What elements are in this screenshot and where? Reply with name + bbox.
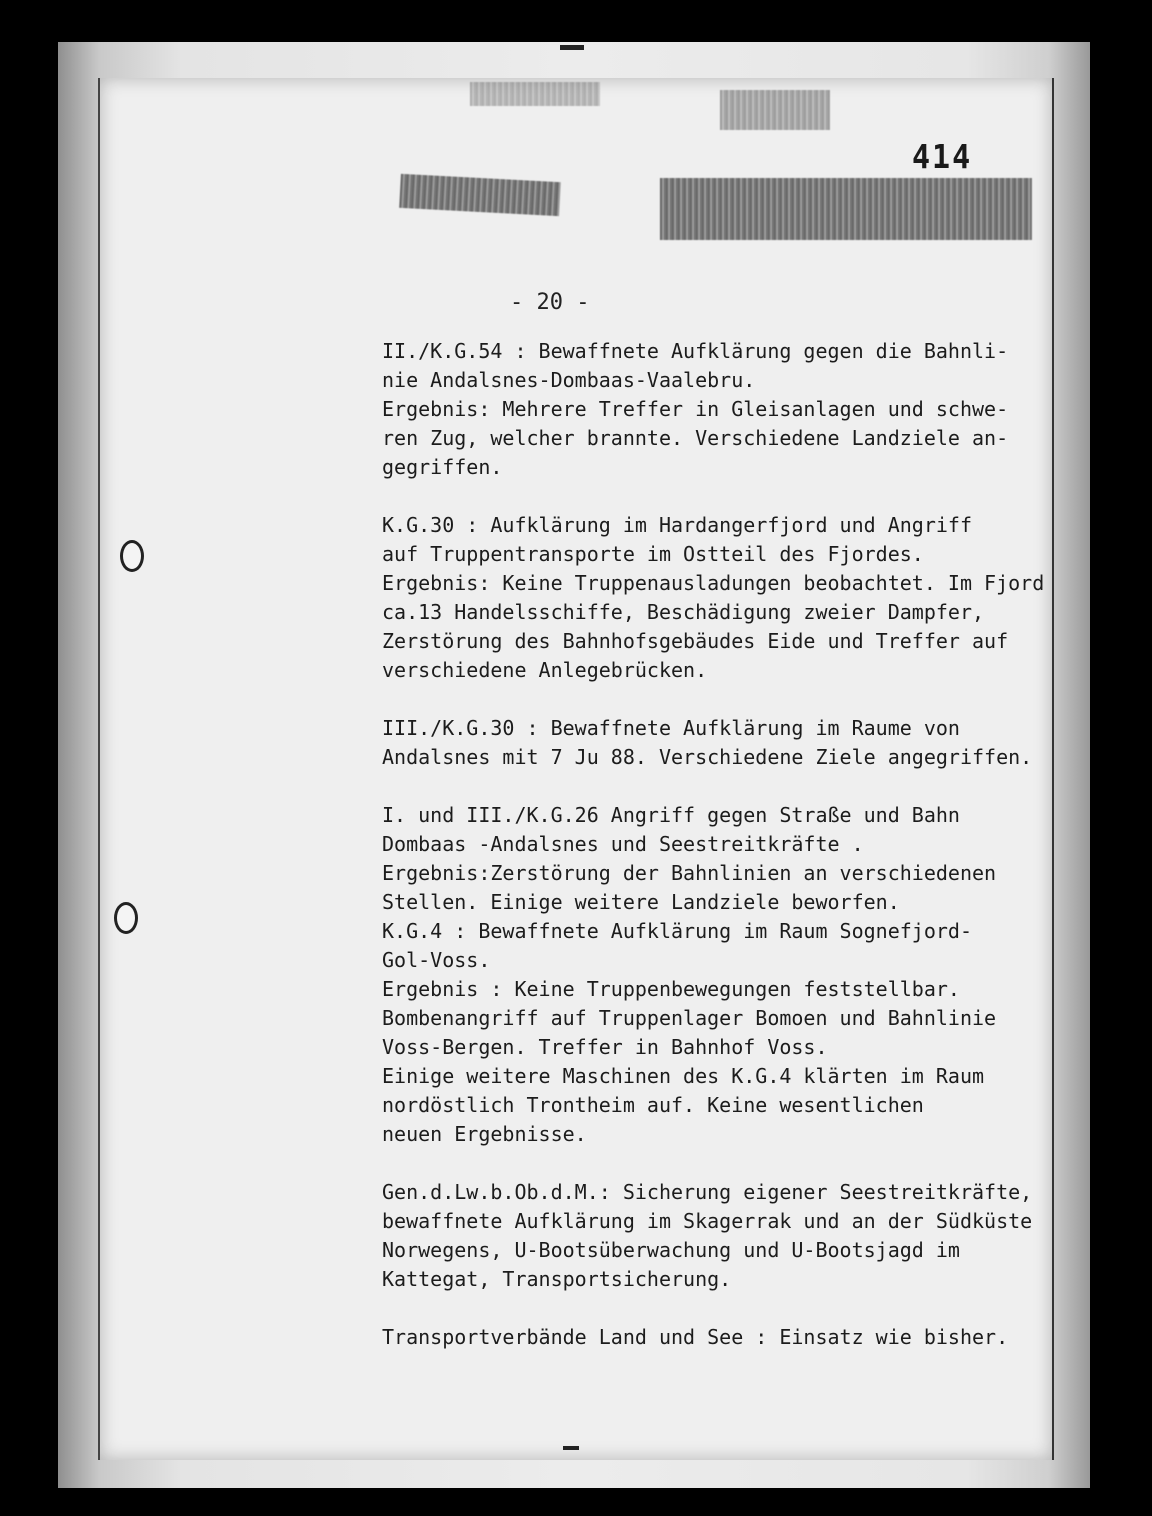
page-number: - 20 - — [510, 290, 590, 315]
paragraph-gap — [382, 1294, 1032, 1323]
paragraph — [382, 337, 1032, 482]
bottom-edge-mark — [563, 1446, 579, 1450]
paragraph-gap — [382, 772, 1032, 801]
text-line: III./K.G.30 : Bewaffnete Aufklärung im Raume von — [382, 716, 960, 740]
paragraph — [382, 1178, 1032, 1294]
text-line: Andalsnes mit 7 Ju 88. Verschiedene Ziele angegriffen. — [382, 745, 1033, 769]
text-line: Ergebnis: Mehrere Treffer in Gleisanlagen und schwe- — [382, 397, 1009, 421]
paragraph — [382, 801, 1032, 1149]
text-line: Bombenangriff auf Truppenlager Bomoen und Bahnlinie — [382, 1006, 997, 1030]
text-line: Gol-Voss. — [382, 948, 491, 972]
text-line: I. und III./K.G.26 Angriff gegen Straße und Bahn — [382, 803, 960, 827]
text-line: Norwegens, U-Bootsüberwachung und U-Bootsjagd im — [382, 1238, 960, 1262]
text-line: K.G.30 : Aufklärung im Hardangerfjord und Angriff — [382, 513, 973, 537]
document-body — [382, 337, 1045, 1352]
text-line: nordöstlich Trontheim auf. Keine wesentlichen — [382, 1093, 924, 1117]
text-line: Einige weitere Maschinen des K.G.4 klärten im Raum — [382, 1064, 985, 1088]
paragraph — [382, 511, 1045, 685]
text-line: Ergebnis: Keine Truppenausladungen beobachtet. Im Fjord — [382, 571, 1045, 595]
paragraph — [382, 1323, 1032, 1352]
paragraph-gap — [382, 1149, 1032, 1178]
text-line: Transportverbände Land und See : Einsatz wie bisher. — [382, 1325, 1009, 1349]
text-line: ca.13 Handelsschiffe, Beschädigung zweier Dampfer, — [382, 600, 985, 624]
punch-hole-bottom — [114, 902, 138, 934]
text-line: neuen Ergebnisse. — [382, 1122, 587, 1146]
punch-hole-top — [120, 540, 144, 572]
text-line: Ergebnis:Zerstörung der Bahnlinien an verschiedenen — [382, 861, 997, 885]
text-line: gegriffen. — [382, 455, 503, 479]
text-line: nie Andalsnes-Dombaas-Vaalebru. — [382, 368, 756, 392]
text-line: auf Truppentransporte im Ostteil des Fjordes. — [382, 542, 924, 566]
text-line: Kattegat, Transportsicherung. — [382, 1267, 732, 1291]
header-smudge-right — [660, 178, 1032, 240]
text-line: Stellen. Einige weitere Landziele beworfen. — [382, 890, 900, 914]
text-line: Voss-Bergen. Treffer in Bahnhof Voss. — [382, 1035, 828, 1059]
paragraph — [382, 714, 1032, 772]
text-line: Gen.d.Lw.b.Ob.d.M.: Sicherung eigener Seestreitkräfte, — [382, 1180, 1033, 1204]
text-line: Dombaas -Andalsnes und Seestreitkräfte . — [382, 832, 864, 856]
text-line: II./K.G.54 : Bewaffnete Aufklärung gegen die Bahnli- — [382, 339, 1009, 363]
text-line: verschiedene Anlegebrücken. — [382, 658, 708, 682]
top-edge-mark — [560, 45, 584, 50]
text-line: bewaffnete Aufklärung im Skagerrak und an der Südküste — [382, 1209, 1033, 1233]
text-line: ren Zug, welcher brannte. Verschiedene Landziele an- — [382, 426, 1009, 450]
text-line: Ergebnis : Keine Truppenbewegungen feststellbar. — [382, 977, 960, 1001]
paragraph-gap — [382, 685, 1032, 714]
header-smudge-top-2 — [720, 90, 830, 130]
text-line: K.G.4 : Bewaffnete Aufklärung im Raum Sognefjord- — [382, 919, 973, 943]
paragraph-gap — [382, 482, 1032, 511]
header-smudge-top — [470, 82, 600, 106]
archive-stamp-number: 414 — [912, 138, 973, 177]
text-line: Zerstörung des Bahnhofsgebäudes Eide und Treffer auf — [382, 629, 1009, 653]
